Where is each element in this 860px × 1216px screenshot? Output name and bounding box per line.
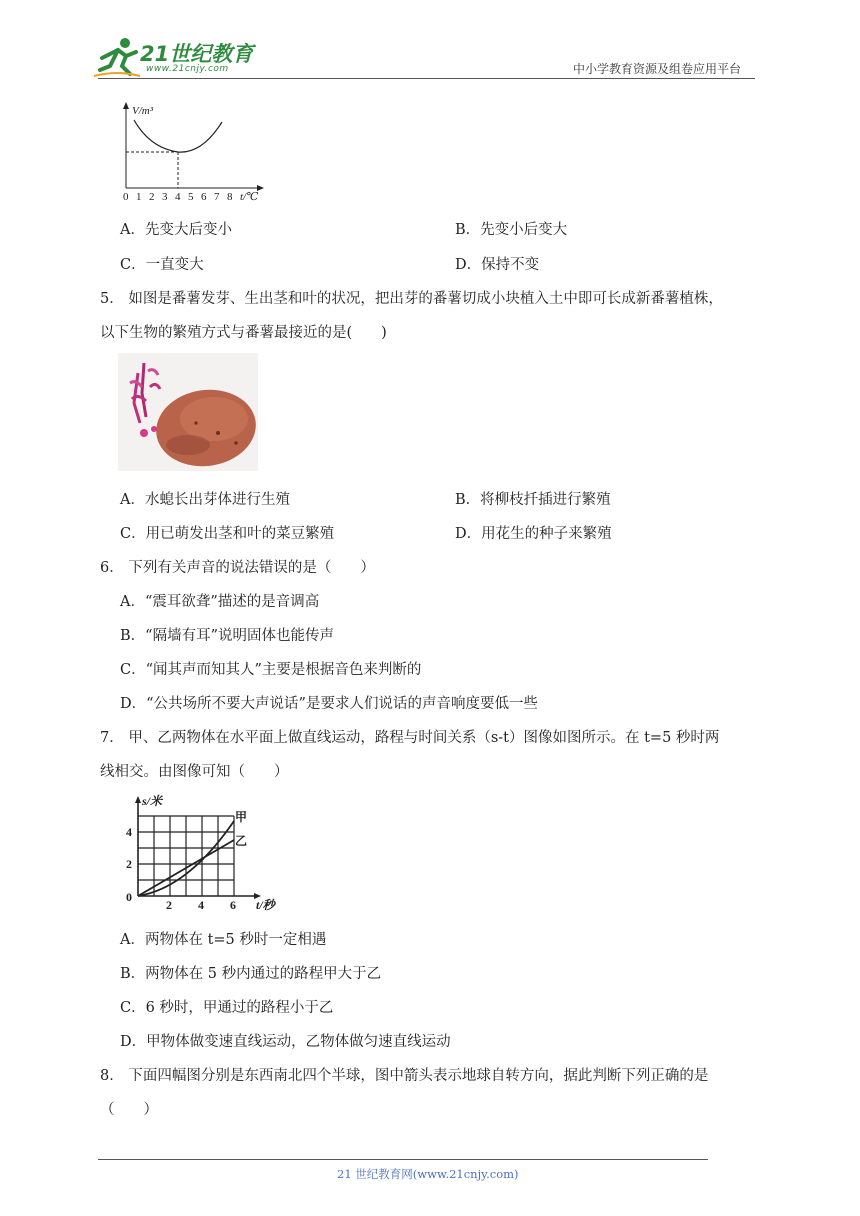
q7-option-c[interactable]: C．6 秒时，甲通过的路程小于乙: [120, 1000, 334, 1016]
q4-x-tick: 0: [123, 191, 129, 203]
runner-logo-icon: [92, 36, 142, 80]
q7-option-a[interactable]: A．两物体在 t=5 秒时一定相遇: [120, 932, 327, 948]
q6-option-c[interactable]: C．“闻其声而知其人”主要是根据音色来判断的: [120, 662, 422, 678]
q4-x-tick: 4: [175, 191, 181, 203]
q7-option-d[interactable]: D．甲物体做变速直线运动，乙物体做匀速直线运动: [120, 1034, 451, 1050]
q7-series-label-jia: 甲: [235, 810, 248, 824]
q7-y-tick: 4: [126, 825, 132, 839]
footer-divider: [98, 1159, 708, 1160]
q7-st-graph: [118, 793, 288, 913]
q6-option-d[interactable]: D．“公共场所不要大声说话”是要求人们说话的声音响度要低一些: [120, 696, 538, 712]
q4-volume-temperature-graph: [112, 98, 272, 204]
q7-y-tick: 2: [126, 857, 132, 871]
site-logo[interactable]: [92, 36, 262, 80]
q4-option-d[interactable]: D．保持不变: [455, 257, 540, 273]
q4-option-b[interactable]: B．先变小后变大: [455, 222, 568, 238]
footer-link[interactable]: 21 世纪教育网(www.21cnjy.com): [337, 1167, 519, 1181]
q4-x-label: t/℃: [240, 191, 259, 203]
q5-option-a[interactable]: A．水螅长出芽体进行生殖: [120, 492, 290, 508]
q7-x-tick: 6: [230, 898, 236, 912]
q7-stem-line2: 线相交。由图像可知（ ）: [100, 764, 289, 780]
sweet-potato-image: [118, 353, 258, 471]
q7-x-tick: 4: [198, 898, 204, 912]
header-divider: [98, 78, 755, 79]
q4-x-tick: 1: [136, 191, 142, 203]
q4-x-tick: 6: [201, 191, 207, 203]
q4-option-c[interactable]: C．一直变大: [120, 257, 204, 273]
q5-option-b[interactable]: B．将柳枝扦插进行繁殖: [455, 492, 611, 508]
site-label: 中小学教育资源及组卷应用平台: [573, 62, 742, 76]
q4-x-tick: 3: [162, 191, 168, 203]
logo-text: 21世纪教育: [140, 42, 254, 66]
q4-curve: [134, 120, 222, 152]
q4-x-tick: 2: [149, 191, 155, 203]
q8-stem-line2: （ ）: [100, 1102, 158, 1118]
q5-stem-line1: 5． 如图是番薯发芽、生出茎和叶的状况，把出芽的番薯切成小块植入土中即可长成新番薯植株，: [100, 291, 723, 307]
q6-stem: 6． 下列有关声音的说法错误的是（ ）: [100, 560, 375, 576]
q4-option-a[interactable]: A．先变大后变小: [120, 222, 232, 238]
q7-series-label-yi: 乙: [235, 834, 248, 848]
q7-grid: [138, 816, 234, 896]
q4-x-tick: 7: [214, 191, 220, 203]
q5-option-d[interactable]: D．用花生的种子来繁殖: [455, 526, 612, 542]
q7-option-b[interactable]: B．两物体在 5 秒内通过的路程甲大于乙: [120, 966, 382, 982]
q7-y-label: s/米: [142, 794, 163, 808]
q7-x-label: t/秒: [256, 898, 275, 912]
q5-option-c[interactable]: C．用已萌发出茎和叶的菜豆繁殖: [120, 526, 335, 542]
q4-y-label: V/m³: [132, 105, 154, 117]
q7-x-tick: 2: [166, 898, 172, 912]
q7-stem-line1: 7． 甲、乙两物体在水平面上做直线运动，路程与时间关系（s-t）图像如图所示。在 t=5 秒时两: [100, 730, 720, 746]
logo-url: www.21cnjy.com: [146, 64, 229, 74]
q7-y-tick: 0: [126, 890, 132, 904]
q6-option-a[interactable]: A．“震耳欲聋”描述的是音调高: [120, 594, 320, 610]
q4-x-tick: 8: [227, 191, 233, 203]
q8-stem-line1: 8． 下面四幅图分别是东西南北四个半球，图中箭头表示地球自转方向，据此判断下列正确的是: [100, 1068, 709, 1084]
q4-x-tick: 5: [188, 191, 194, 203]
q5-stem-line2: 以下生物的繁殖方式与番薯最接近的是( ): [100, 325, 387, 341]
q6-option-b[interactable]: B．“隔墙有耳”说明固体也能传声: [120, 628, 334, 644]
